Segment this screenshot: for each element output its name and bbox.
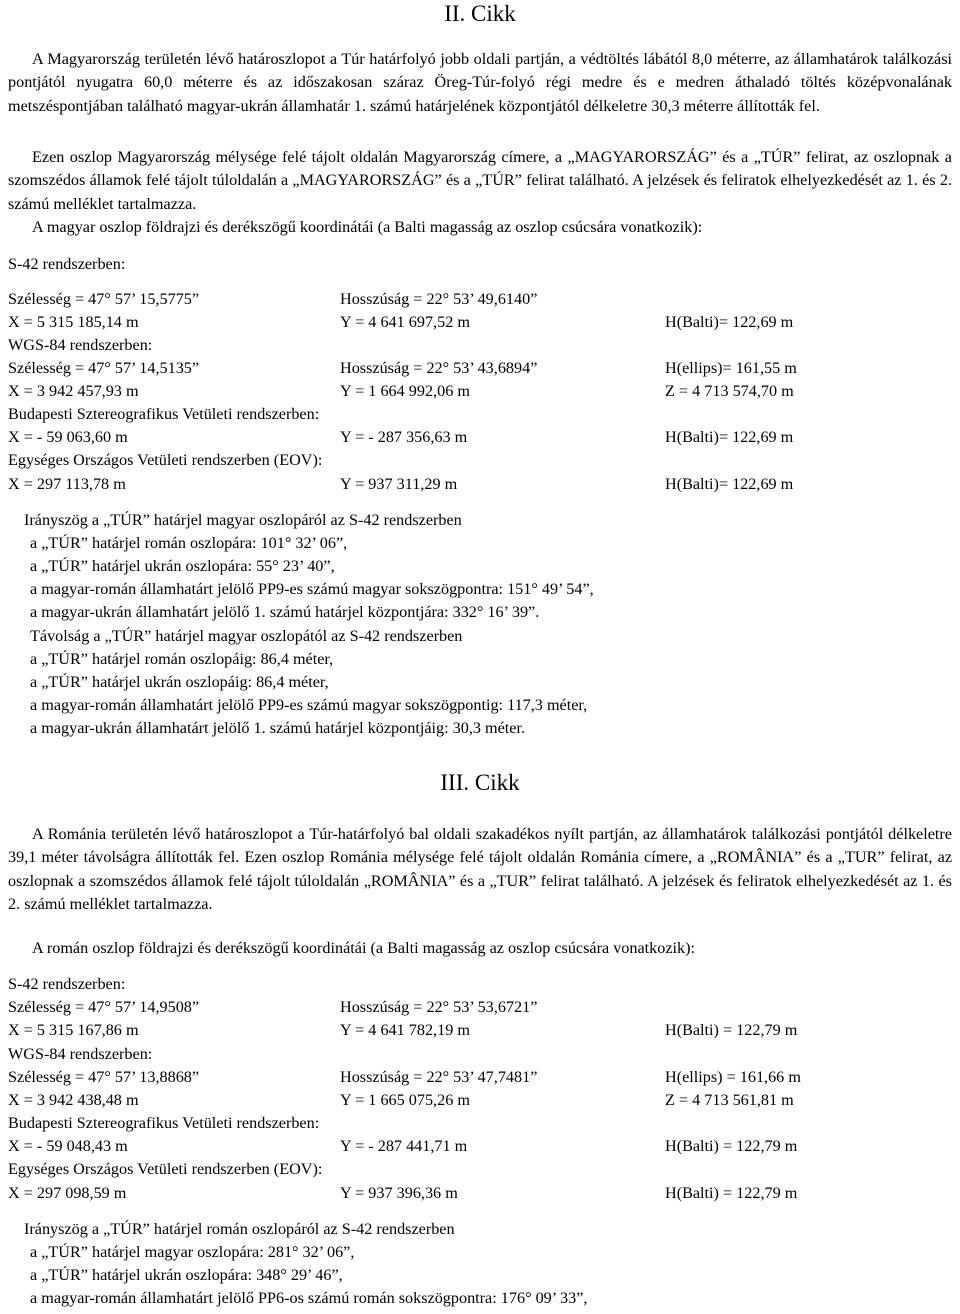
coord-row	[8, 1019, 952, 1042]
coord-row	[8, 426, 952, 449]
distance-item: a magyar-román államhatárt jelölő PP9-es számú magyar sokszögpontig: 117,3 méter,	[30, 696, 588, 714]
azimuth-item: a magyar-román államhatárt jelölő PP6-os számú román sokszögpontra: 176° 09’ 33”,	[30, 1289, 588, 1307]
azimuth-item: a „TÚR” határjel ukrán oszlopára: 55° 23’ 40”,	[30, 557, 335, 575]
wgs-z: Z = 4 713 561,81 m	[665, 1091, 794, 1109]
azimuth-heading: Irányszög a „TÚR” határjel román oszlopáról az S-42 rendszerben	[24, 1220, 455, 1238]
s42-x: X = 5 315 167,86 m	[8, 1021, 139, 1039]
wgs-x: X = 3 942 457,93 m	[8, 382, 139, 400]
wgs-label: WGS-84 rendszerben:	[8, 336, 153, 354]
s42-height: H(Balti)= 122,69 m	[665, 313, 794, 331]
distance-item: a „TÚR” határjel ukrán oszlopáig: 86,4 méter,	[30, 673, 329, 691]
wgs-longitude: Hosszúság = 22° 53’ 47,7481”	[340, 1068, 538, 1086]
azimuth-item: a „TÚR” határjel ukrán oszlopára: 348° 29’ 46”,	[30, 1266, 343, 1284]
coord-row	[8, 311, 952, 334]
azimuth-item: a magyar-ukrán államhatárt jelölő 1. számú határjel központjára: 332° 16’ 39”.	[30, 603, 540, 621]
wgs-latitude: Szélesség = 47° 57’ 14,5135”	[8, 359, 200, 377]
coord-row	[8, 1135, 952, 1158]
s42-latitude: Szélesség = 47° 57’ 15,5775”	[8, 290, 200, 308]
distance-item: a magyar-ukrán államhatárt jelölő 1. számú határjel központjáig: 30,3 méter.	[30, 719, 526, 737]
wgs-label: WGS-84 rendszerben:	[8, 1045, 153, 1063]
s42-label: S-42 rendszerben:	[8, 255, 126, 273]
s42-longitude: Hosszúság = 22° 53’ 49,6140”	[340, 290, 538, 308]
s42-y: Y = 4 641 782,19 m	[340, 1021, 470, 1039]
eov-x: X = 297 113,78 m	[8, 475, 126, 493]
s42-height: H(Balti) = 122,79 m	[665, 1021, 798, 1039]
bsv-label: Budapesti Sztereografikus Vetületi rendszerben:	[8, 405, 320, 423]
azimuth-item: a magyar-román államhatárt jelölő PP9-es számú magyar sokszögpontra: 151° 49’ 54”,	[30, 580, 594, 598]
coord-row	[8, 473, 952, 496]
coord-row	[8, 288, 952, 311]
wgs-height: H(ellips)= 161,55 m	[665, 359, 797, 377]
wgs-latitude: Szélesség = 47° 57’ 13,8868”	[8, 1068, 200, 1086]
coord-row	[8, 357, 952, 380]
eov-label: Egységes Országos Vetületi rendszerben (EOV):	[8, 451, 323, 469]
bsv-y: Y = - 287 356,63 m	[340, 428, 468, 446]
eov-x: X = 297 098,59 m	[8, 1184, 127, 1202]
coord-row	[8, 1066, 952, 1089]
article-3-title: III. Cikk	[440, 770, 520, 795]
distance-heading: Távolság a „TÚR” határjel magyar oszlopától az S-42 rendszerben	[30, 627, 463, 645]
bsv-y: Y = - 287 441,71 m	[340, 1137, 468, 1155]
article-2-title: II. Cikk	[444, 1, 516, 26]
coord-row	[8, 996, 952, 1019]
coord-row	[8, 1182, 952, 1205]
eov-height: H(Balti) = 122,79 m	[665, 1184, 798, 1202]
coord-row	[8, 1089, 952, 1112]
eov-label: Egységes Országos Vetületi rendszerben (EOV):	[8, 1160, 323, 1178]
wgs-height: H(ellips) = 161,66 m	[665, 1068, 801, 1086]
s42-label: S-42 rendszerben:	[8, 975, 126, 993]
bsv-x: X = - 59 063,60 m	[8, 428, 128, 446]
bsv-height: H(Balti) = 122,79 m	[665, 1137, 798, 1155]
s42-y: Y = 4 641 697,52 m	[340, 313, 470, 331]
article-3-paragraph-1: A Románia területén lévő határoszlopot a Túr-határfolyó bal oldali szakadékos nyílt partján, az államhatárok találkozási pontjától délkeletre 39,1 méter távolságra állították fel. Ezen oszlop Románia mélysége felé tájolt oldalán Románia címere, a „ROMÂNIA” és a „TUR” felirat, az oszlopnak a szomszédos államok felé tájolt túloldalán „ROMÂNIA” és a „TUR” felirat található. A jelzések és feliratok elhelyezkedését az 1. és 2. számú melléklet tartalmazza.	[8, 825, 952, 913]
wgs-x: X = 3 942 438,48 m	[8, 1091, 139, 1109]
azimuth-item: a „TÚR” határjel magyar oszlopára: 281° 32’ 06”,	[30, 1243, 355, 1261]
azimuth-heading: Irányszög a „TÚR” határjel magyar oszlopáról az S-42 rendszerben	[24, 511, 462, 529]
s42-latitude: Szélesség = 47° 57’ 14,9508”	[8, 998, 200, 1016]
wgs-longitude: Hosszúság = 22° 53’ 43,6894”	[340, 359, 538, 377]
coord-row	[8, 380, 952, 403]
eov-height: H(Balti)= 122,69 m	[665, 475, 794, 493]
article-3-paragraph-2: A román oszlop földrajzi és derékszögű koordinátái (a Balti magasság az oszlop csúcsára vonatkozik):	[32, 939, 696, 957]
distance-item: a „TÚR” határjel román oszlopáig: 86,4 méter,	[30, 650, 334, 668]
article-2-paragraph-3: A magyar oszlop földrajzi és derékszögű koordinátái (a Balti magasság az oszlop csúcsára vonatkozik):	[32, 218, 703, 236]
wgs-z: Z = 4 713 574,70 m	[665, 382, 794, 400]
article-2-paragraph-1: A Magyarország területén lévő határoszlopot a Túr határfolyó jobb oldali partján, a védtöltés lábától 8,0 méterre, az államhatárok találkozási pontjától nyugatra 60,0 méterre és az időszakosan száraz Öreg-Túr-folyó régi medre és e medren áthaladó töltés középvonalának metszéspontjában található magyar-ukrán államhatár 1. számú határjelének központjától délkeletre 30,3 méterre állították fel.	[8, 50, 952, 115]
eov-y: Y = 937 311,29 m	[340, 475, 458, 493]
bsv-x: X = - 59 048,43 m	[8, 1137, 128, 1155]
bsv-label: Budapesti Sztereografikus Vetületi rendszerben:	[8, 1114, 320, 1132]
azimuth-item: a „TÚR” határjel román oszlopára: 101° 32’ 06”,	[30, 534, 348, 552]
wgs-y: Y = 1 665 075,26 m	[340, 1091, 470, 1109]
wgs-y: Y = 1 664 992,06 m	[340, 382, 470, 400]
bsv-height: H(Balti)= 122,69 m	[665, 428, 794, 446]
s42-longitude: Hosszúság = 22° 53’ 53,6721”	[340, 998, 538, 1016]
eov-y: Y = 937 396,36 m	[340, 1184, 458, 1202]
article-2-paragraph-2: Ezen oszlop Magyarország mélysége felé tájolt oldalán Magyarország címere, a „MAGYARORSZÁG” és a „TÚR” felirat, az oszlopnak a szomszédos államok felé tájolt túloldalán a „MAGYARORSZÁG” és a „TÚR” felirat található. A jelzések és feliratok elhelyezkedését az 1. és 2. számú melléklet tartalmazza.	[8, 148, 952, 213]
s42-x: X = 5 315 185,14 m	[8, 313, 139, 331]
